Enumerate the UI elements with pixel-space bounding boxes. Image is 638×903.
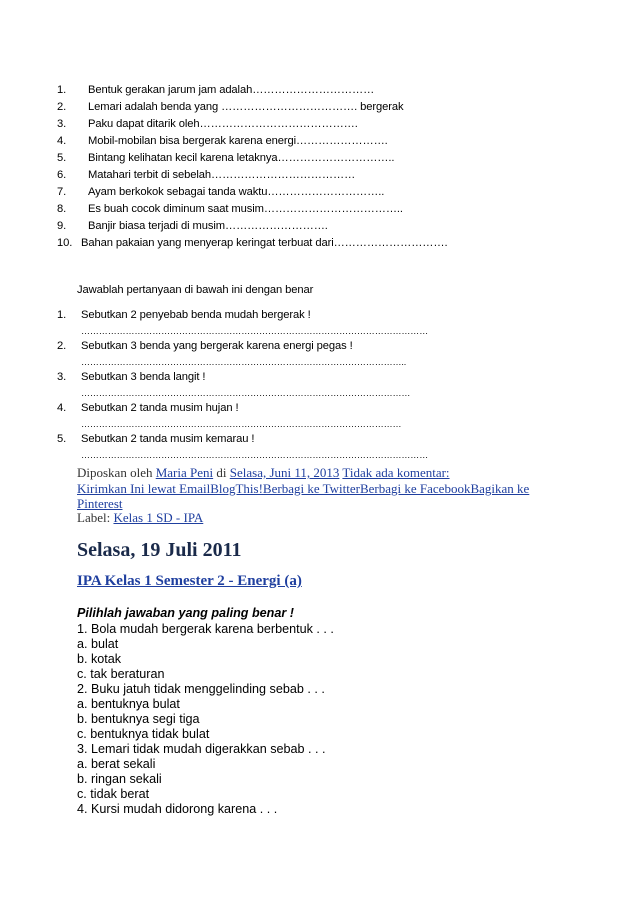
post-title-link[interactable]: IPA Kelas 1 Semester 2 - Energi (a) [77, 573, 302, 589]
quiz-line: 4. Kursi mudah didorong karena . . . [77, 802, 278, 816]
share-pinterest-link[interactable]: Pinterest [77, 496, 123, 511]
quiz-line: b. bentuknya segi tiga [77, 712, 200, 726]
list-item: 2. Sebutkan 3 benda yang bergerak karena energi pegas ! [57, 340, 353, 352]
answer-line: ……………………………………………………………………………………………… [81, 419, 402, 429]
quiz-line: c. bentuknya tidak bulat [77, 727, 210, 741]
list-item: 8. Es buah cocok diminum saat musim……………………………….. [57, 203, 403, 215]
list-item: 10. Bahan pakaian yang menyerap keringat terbuat dari…………………………. [57, 237, 448, 249]
share-links [77, 481, 529, 497]
essay-instruction: Jawablah pertanyaan di bawah ini dengan benar [77, 284, 314, 296]
list-item: 2. Lemari adalah benda yang ………………………………. bergerak [57, 101, 404, 113]
answer-line: ……………………………………………………………………………………………………… [81, 450, 429, 460]
answer-line: ……………………………………………………………………………………………………… [81, 326, 429, 336]
quiz-line: a. berat sekali [77, 757, 156, 771]
list-item: 5. Sebutkan 2 tanda musim kemarau ! [57, 433, 255, 445]
post-footer-line [77, 465, 450, 481]
quiz-line: 3. Lemari tidak mudah digerakkan sebab . . . [77, 742, 326, 756]
list-item: 6. Matahari terbit di sebelah………………………………… [57, 169, 356, 181]
list-item: 1. Sebutkan 2 penyebab benda mudah bergerak ! [57, 309, 311, 321]
comments-link[interactable]: Tidak ada komentar: [342, 465, 450, 480]
list-item: 7. Ayam berkokok sebagai tanda waktu………………………….. [57, 186, 385, 198]
list-item: 4. Mobil-mobilan bisa bergerak karena energi……………………. [57, 135, 388, 147]
list-item: 5. Bintang kelihatan kecil karena letaknya………………………….. [57, 152, 395, 164]
quiz-line: c. tak beraturan [77, 667, 165, 681]
quiz-line: c. tidak berat [77, 787, 150, 801]
quiz-line: b. ringan sekali [77, 772, 162, 786]
answer-line: ………………………………………………………………………………………………… [81, 388, 411, 398]
list-item: 3. Sebutkan 3 benda langit ! [57, 371, 206, 383]
quiz-line: 2. Buku jatuh tidak menggelinding sebab . . . [77, 682, 325, 696]
list-item: 4. Sebutkan 2 tanda musim hujan ! [57, 402, 239, 414]
share-links-line[interactable]: Kirimkan Ini lewat EmailBlogThis!Berbagi ke TwitterBerbagi ke FacebookBagikan ke [77, 481, 530, 496]
at-label: di [216, 465, 227, 480]
post-date-link[interactable]: Selasa, Juni 11, 2013 [229, 465, 340, 480]
answer-line: ……………………………………………………………………………………………….. [81, 357, 407, 367]
quiz-line: a. bulat [77, 637, 119, 651]
quiz-instruction: Pilihlah jawaban yang paling benar ! [77, 606, 294, 620]
author-link[interactable]: Maria Peni [155, 465, 214, 480]
label-link[interactable]: Kelas 1 SD - IPA [113, 510, 204, 525]
label-prefix: Label: [77, 510, 111, 525]
post-labels [77, 510, 203, 526]
posted-by-label: Diposkan oleh [77, 465, 153, 480]
list-item: 3. Paku dapat ditarik oleh……………………………………. [57, 118, 358, 130]
quiz-line: a. bentuknya bulat [77, 697, 180, 711]
list-item: 9. Banjir biasa terjadi di musim………………………. [57, 220, 328, 232]
list-item: 1. Bentuk gerakan jarum jam adalah…………………………… [57, 84, 375, 96]
date-header: Selasa, 19 Juli 2011 [77, 539, 242, 561]
quiz-line: 1. Bola mudah bergerak karena berbentuk . . . [77, 622, 334, 636]
quiz-line: b. kotak [77, 652, 122, 666]
